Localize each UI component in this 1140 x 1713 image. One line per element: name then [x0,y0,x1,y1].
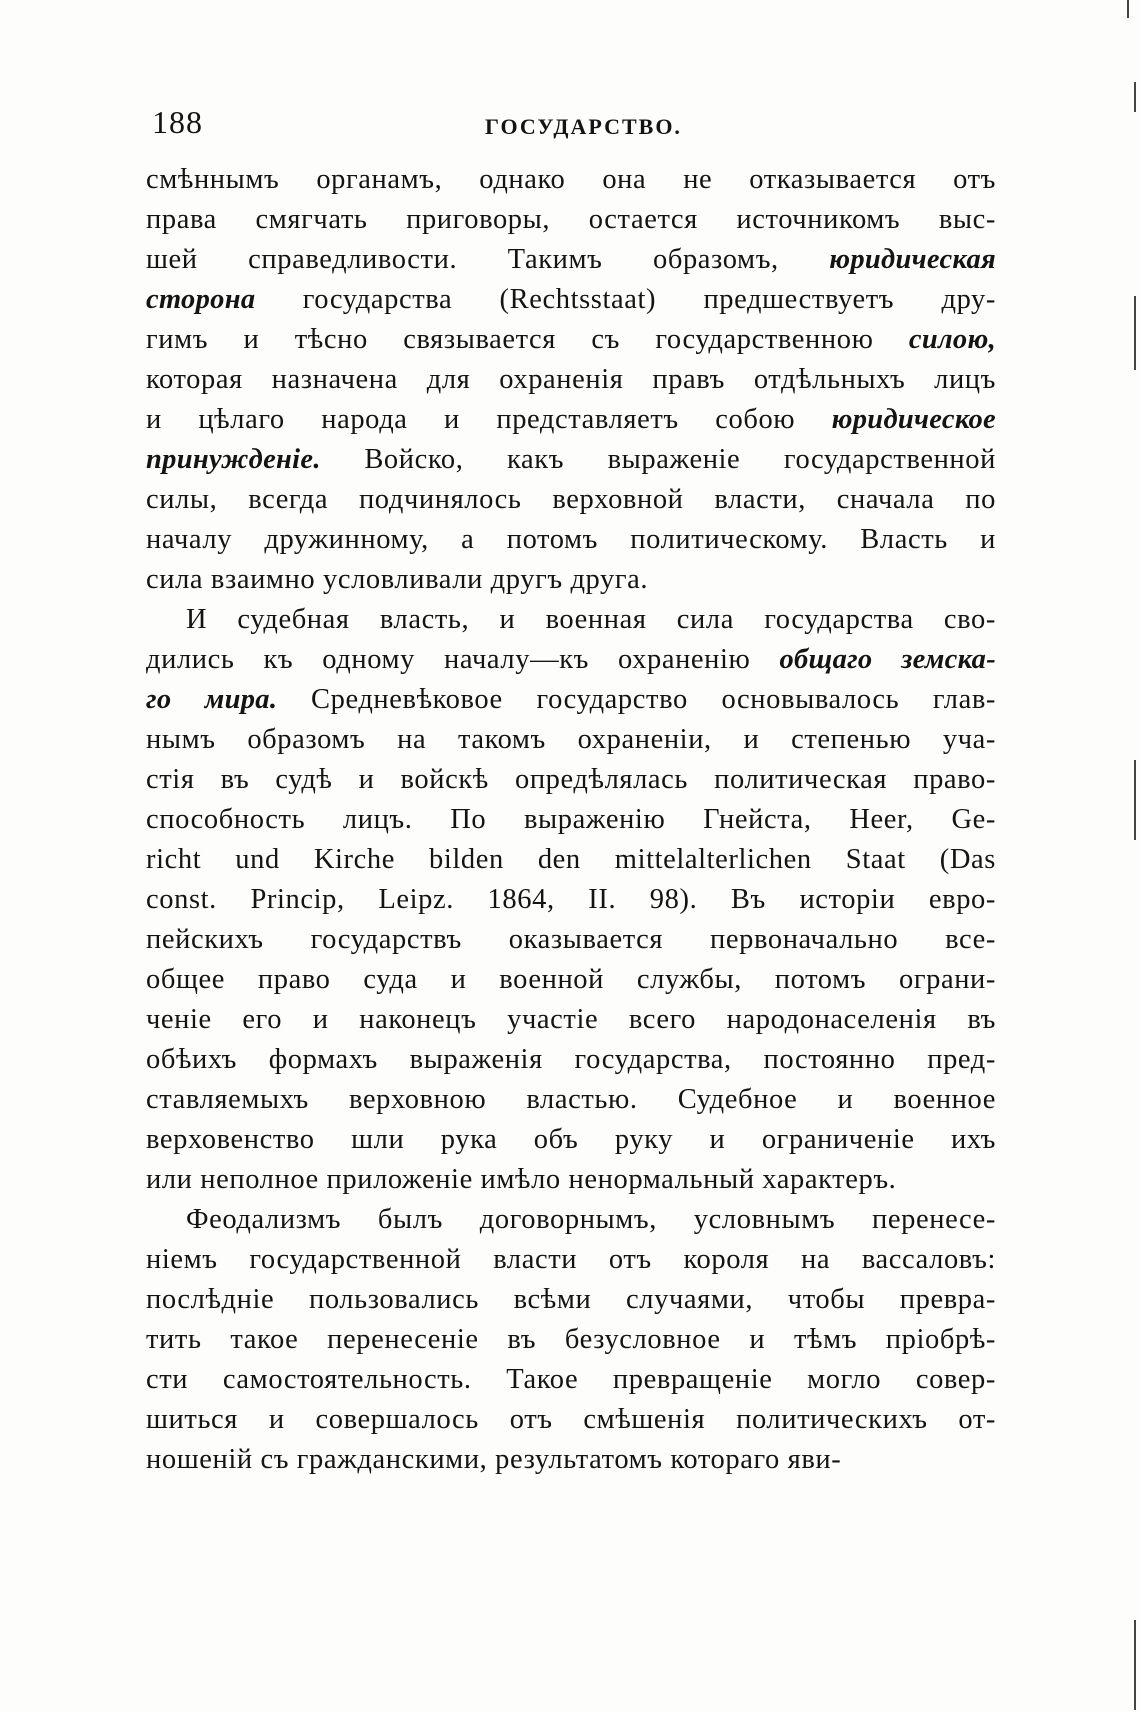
text-line [146,1200,996,1240]
text-run: const. Princip, Leipz. 1864, II. 98). Въ исторіи евро- [146,884,996,915]
text-run: послѣдніе пользовались всѣми случаями, чтобы превра- [146,1284,996,1315]
text-run: нымъ образомъ на такомъ охраненіи, и степенью уча- [146,724,996,755]
text-run: права смягчать приговоры, остается источникомъ выс- [146,204,996,235]
text-line [146,1000,996,1040]
text-line [146,1160,996,1200]
paragraph [146,1200,996,1480]
text-run: которая назначена для охраненія правъ отдѣльныхъ лицъ [146,364,996,395]
text-run: Войско, какъ выраженіе государственной [320,444,996,475]
paragraph [146,600,996,1200]
body-text [146,160,996,1480]
text-line [146,960,996,1000]
text-line [146,440,996,480]
text-line [146,800,996,840]
text-line [146,560,996,600]
text-run: ношеній съ гражданскими, результатомъ котораго яви- [146,1444,842,1475]
text-run: силы, всегда подчинялось верховной власти, сначала по [146,484,996,515]
text-run: и цѣлаго народа и представляетъ собою [146,404,832,435]
text-run: или неполное приложеніе имѣло ненормальный характеръ. [146,1164,897,1195]
text-line [146,280,996,320]
text-line [146,320,996,360]
text-line [146,240,996,280]
text-line [146,600,996,640]
page-header [152,104,997,144]
text-line [146,1400,996,1440]
text-line [146,1320,996,1360]
text-line [146,480,996,520]
text-line [146,1360,996,1400]
italic-phrase: принужденіе. [146,444,321,475]
text-line [146,920,996,960]
text-run: гимъ и тѣсно связывается съ государственною [146,324,909,355]
text-line [146,1280,996,1320]
text-run: И судебная власть, и военная сила государства сво- [186,604,996,635]
text-run: стія въ судѣ и войскѣ опредѣлялась политическая право- [146,764,996,795]
text-run: сила взаимно условливали другъ друга. [146,564,649,595]
text-line [146,400,996,440]
text-run: смѣннымъ органамъ, однако она не отказывается отъ [146,164,996,195]
text-run: способность лицъ. По выраженію Гнейста, Heer, Ge- [146,804,996,835]
text-run: Средневѣковое государство основывалось глав- [277,684,996,715]
text-run: шиться и совершалось отъ смѣшенія политическихъ от- [146,1404,996,1435]
italic-phrase: го мира. [146,684,278,715]
text-line [146,760,996,800]
text-line [146,520,996,560]
running-title: ГОСУДАРСТВО. [485,114,682,139]
text-line [146,160,996,200]
text-line [146,640,996,680]
text-run: общее право суда и военной службы, потомъ ограни- [146,964,996,995]
text-run: пейскихъ государствъ оказывается первоначально все- [146,924,996,955]
text-run: началу дружинному, а потомъ политическому. Власть и [146,524,996,555]
text-run: ставляемыхъ верховною властью. Судебное и военное [146,1084,996,1115]
italic-phrase: юридическая [829,244,996,275]
text-line [146,680,996,720]
italic-phrase: сторона [146,284,256,315]
text-line [146,840,996,880]
page-number: 188 [152,104,203,140]
italic-phrase: силою, [908,324,996,355]
text-run: Феодализмъ былъ договорнымъ, условнымъ перенесе- [186,1204,996,1235]
text-run: ніемъ государственной власти отъ короля на вассаловъ: [146,1244,996,1275]
text-line [146,200,996,240]
text-run: верховенство шли рука объ руку и ограниченіе ихъ [146,1124,996,1155]
text-line [146,360,996,400]
text-run: дились къ одному началу—къ охраненію [146,644,780,675]
text-line [146,1080,996,1120]
text-run: обѣихъ формахъ выраженія государства, постоянно пред- [146,1044,996,1075]
italic-phrase: юридическое [831,404,996,435]
paragraph [146,160,996,600]
text-line [146,880,996,920]
text-line [146,720,996,760]
italic-phrase: общаго земска- [779,644,996,675]
text-run: ченіе его и наконецъ участіе всего народонаселенія въ [146,1004,996,1035]
text-line [146,1440,996,1480]
text-line [146,1240,996,1280]
text-line [146,1040,996,1080]
text-run: сти самостоятельность. Такое превращеніе могло совер- [146,1364,996,1395]
text-run: тить такое перенесеніе въ безусловное и тѣмъ пріобрѣ- [146,1324,996,1355]
text-run: richt und Kirche bilden den mittelalterlichen Staat (Das [146,844,996,875]
text-run: шей справедливости. Такимъ образомъ, [146,244,830,275]
text-run: государства (Rechtsstaat) предшествуетъ дру- [255,284,996,315]
text-line [146,1120,996,1160]
